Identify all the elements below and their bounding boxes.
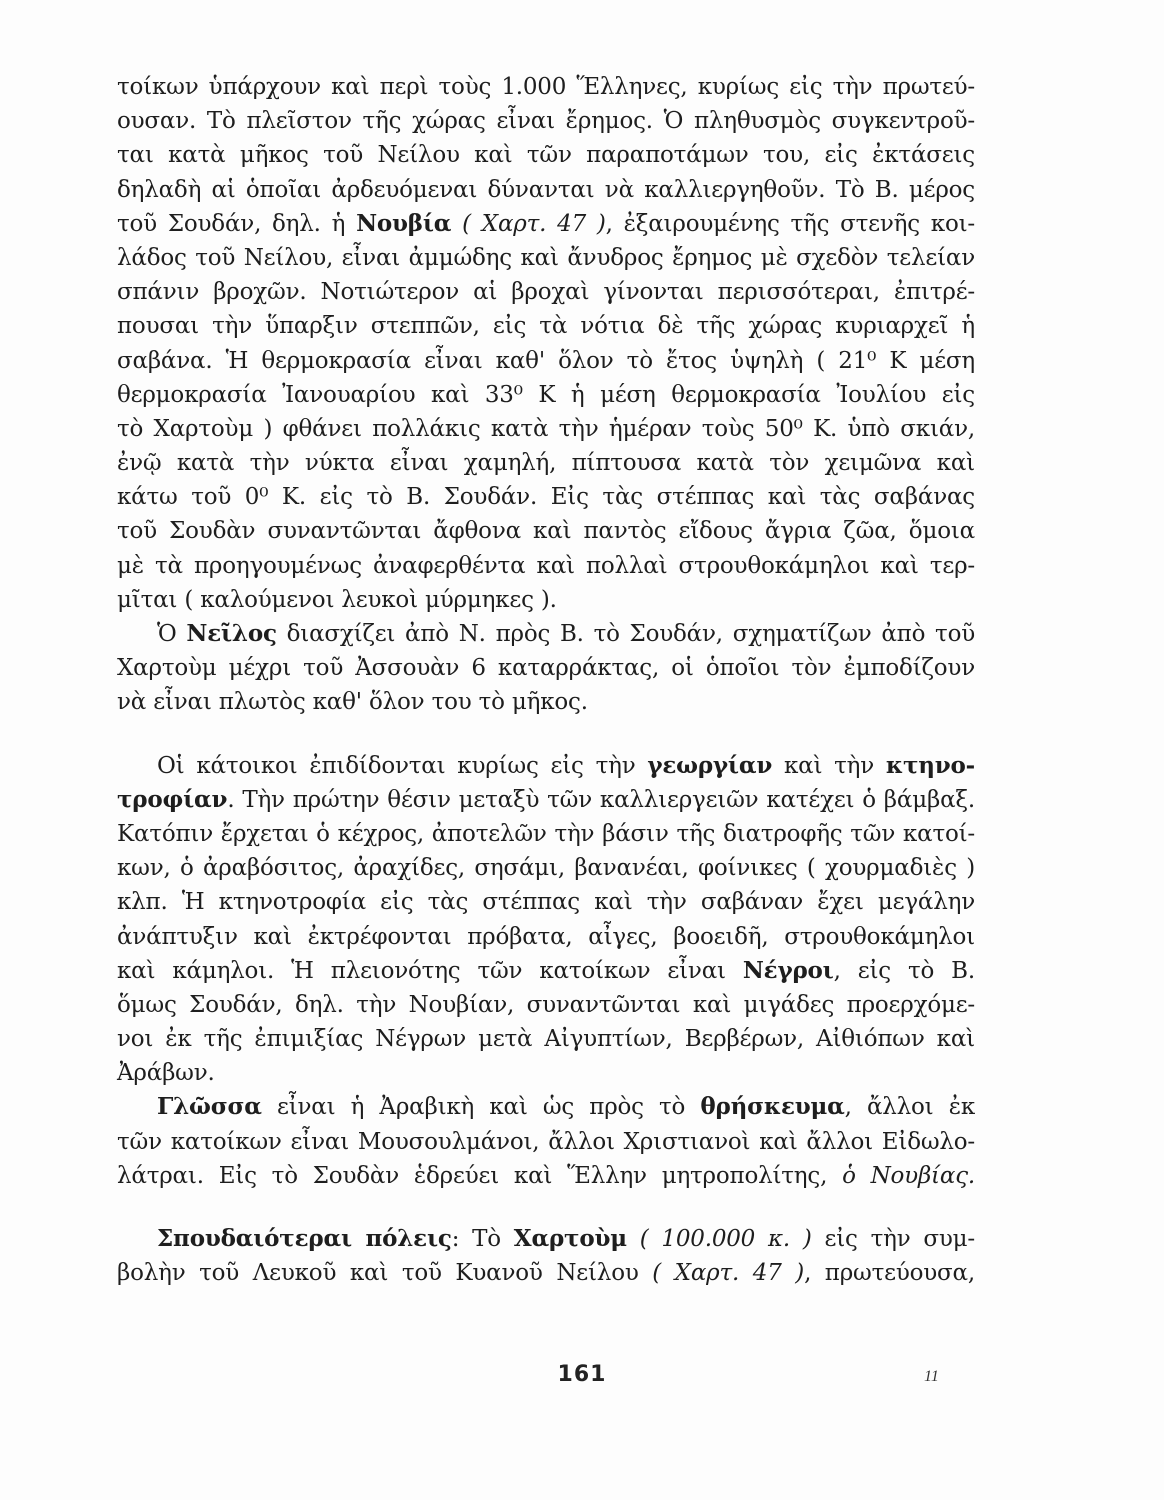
paragraph-gap	[117, 1193, 975, 1222]
text-line	[117, 241, 975, 275]
text-line	[117, 412, 975, 446]
text-line	[117, 70, 975, 104]
text-run: ἐνῷ κατὰ τὴν νύκτα εἶναι χαμηλή, πίπτουσα κατὰ τὸν χειμῶνα καὶ	[117, 450, 975, 477]
text-run	[451, 211, 462, 237]
text-line	[117, 104, 975, 138]
text-line	[117, 1256, 975, 1290]
text-run: εἶναι ἡ Ἀραβικὴ καὶ ὡς πρὸς τὸ	[261, 1094, 701, 1121]
text-run: ὅμως Σουδάν, δηλ. τὴν Νουβίαν, συναντῶνται καὶ μιγάδες προερχόμε-	[117, 991, 975, 1018]
text-run: , ἄλλοι ἐκ	[844, 1094, 976, 1121]
text-run: πουσαι τὴν ὕπαρξιν στεππῶν, εἰς τὰ νότια δὲ τῆς χώρας κυριαρχεῖ ἡ	[117, 313, 975, 340]
text-line	[117, 749, 975, 783]
text-run: ἀνάπτυξιν καὶ ἐκτρέφονται πρόβατα, αἶγες, βοοειδῆ, στρουθοκάμηλοι	[117, 923, 975, 950]
text-run: κλπ. Ἡ κτηνοτροφία εἰς τὰς στέππας καὶ τὴν σαβάναν ἔχει μεγάλην	[117, 889, 975, 916]
bold-term: θρήσκευμα	[700, 1093, 845, 1121]
text-run: κάτω τοῦ 0⁰ Κ. εἰς τὸ Β. Σουδάν. Εἰς τὰς στέππας καὶ τὰς σαβάνας	[117, 484, 975, 511]
bold-term: Νεῖλος	[186, 620, 277, 647]
text-run: τοίκων ὑπάρχουν καὶ περὶ τοὺς 1.000 Ἕλληνες, κυρίως εἰς τὴν πρωτεύ-	[117, 74, 975, 100]
text-run: Ὁ	[157, 621, 187, 647]
text-run: Οἱ κάτοικοι ἐπιδίδονται κυρίως εἰς τὴν	[157, 752, 648, 779]
text-line	[117, 275, 975, 309]
text-line	[117, 549, 975, 583]
text-line	[117, 988, 975, 1022]
text-line	[117, 138, 975, 172]
text-line	[117, 173, 975, 207]
text-run: Ἀράβων.	[117, 1060, 215, 1087]
text-run: , ἐξαιρουμένης τῆς στενῆς κοι-	[605, 210, 975, 237]
bold-term: Σπουδαιότεραι πόλεις	[157, 1225, 452, 1252]
text-run: : Τὸ	[451, 1226, 514, 1252]
text-line	[117, 685, 975, 719]
text-run: κων, ὁ ἀραβόσιτος, ἀραχίδες, σησάμι, βανανέαι, φοίνικες ( χουρμαδιὲς )	[117, 855, 975, 882]
text-run: λάδος τοῦ Νείλου, εἶναι ἀμμώδης καὶ ἄνυδρος ἔρημος μὲ σχεδὸν τελείαν	[117, 244, 975, 271]
text-run	[627, 1226, 640, 1252]
paragraph-gap	[117, 720, 975, 749]
text-run: , πρωτεύουσα,	[804, 1260, 975, 1287]
text-run: νοι ἐκ τῆς ἐπιμιξίας Νέγρων μετὰ Αἰγυπτίων, Βερβέρων, Αἰθιόπων καὶ	[117, 1026, 975, 1053]
text-line	[117, 1022, 975, 1056]
text-run: σπάνιν βροχῶν. Νοτιώτερον αἱ βροχαὶ γίνονται περισσότεραι, ἐπιτρέ-	[117, 279, 975, 306]
text-run: μὲ τὰ προηγουμένως ἀναφερθέντα καὶ πολλαὶ στρουθοκάμηλοι καὶ τερ-	[117, 552, 975, 579]
text-line	[117, 309, 975, 343]
text-run: καὶ κάμηλοι. Ἡ πλειονότης τῶν κατοίκων εἶναι	[117, 957, 743, 984]
text-run: . Τὴν πρώτην θέσιν μεταξὺ τῶν καλλιεργειῶν κατέχει ὁ βάμβαξ.	[227, 786, 975, 813]
text-run: νὰ εἶναι πλωτὸς καθ' ὅλον του τὸ μῆκος.	[117, 689, 588, 716]
bold-term: γεωργίαν	[647, 751, 773, 779]
text-run: τῶν κατοίκων εἶναι Μουσουλμάνοι, ἄλλοι Χριστιανοὶ καὶ ἄλλοι Εἰδωλο-	[117, 1128, 975, 1155]
text-run: θερμοκρασία Ἰανουαρίου καὶ 33⁰ Κ ἡ μέση θερμοκρασία Ἰουλίου εἰς	[117, 381, 975, 408]
text-line	[117, 1125, 975, 1159]
page-number: 161	[557, 1362, 607, 1387]
text-line	[117, 783, 975, 817]
bold-term: Χαρτοὺμ	[513, 1225, 627, 1252]
text-run: ται κατὰ μῆκος τοῦ Νείλου καὶ τῶν παραποτάμων του, εἰς ἐκτάσεις	[117, 142, 975, 169]
text-line	[117, 954, 975, 988]
text-run: Χαρτοὺμ μέχρι τοῦ Ἀσσουὰν 6 καταρράκτας, οἱ ὁποῖοι τὸν ἐμποδίζουν	[117, 655, 975, 682]
text-run: λάτραι. Εἰς τὸ Σουδὰν ἑδρεύει καὶ Ἕλλην μητροπολίτης,	[117, 1162, 843, 1189]
text-line	[117, 651, 975, 685]
text-line	[117, 480, 975, 514]
text-line	[117, 817, 975, 851]
bold-term: τροφίαν	[117, 785, 228, 813]
text-line	[117, 207, 975, 241]
text-run: Κατόπιν ἔρχεται ὁ κέχρος, ἀποτελῶν τὴν βάσιν τῆς διατροφῆς τῶν κατοί-	[117, 820, 975, 847]
text-run: διασχίζει ἀπὸ Ν. πρὸς Β. τὸ Σουδάν, σχηματίζων ἀπὸ τοῦ	[276, 621, 975, 647]
text-line	[117, 378, 975, 412]
text-run: καὶ τὴν	[772, 752, 886, 779]
bold-term: Νέγροι	[742, 956, 834, 984]
text-run: , εἰς τὸ Β.	[833, 957, 975, 984]
text-line	[117, 446, 975, 480]
signature-mark: 11	[924, 1368, 939, 1385]
text-run: εἰς τὴν συμ-	[811, 1226, 975, 1252]
text-run: τοῦ Σουδάν, δηλ. ἡ	[117, 210, 357, 237]
text-line	[117, 583, 975, 617]
text-line	[117, 920, 975, 954]
text-run: βολὴν τοῦ Λευκοῦ καὶ τοῦ Κυανοῦ Νείλου	[117, 1260, 653, 1287]
text-line	[117, 1159, 975, 1193]
text-line	[117, 1090, 975, 1124]
italic-reference: ( Χαρτ. 47 )	[652, 1260, 805, 1287]
text-run: τοῦ Σουδὰν συναντῶνται ἄφθονα καὶ παντὸς εἴδους ἄγρια ζῶα, ὅμοια	[117, 518, 975, 545]
body-text	[117, 70, 975, 1290]
text-run: τὸ Χαρτοὺμ ) φθάνει πολλάκις κατὰ τὴν ἡμέραν τοὺς 50⁰ Κ. ὑπὸ σκιάν,	[117, 415, 975, 442]
text-line	[117, 1222, 975, 1256]
text-run: δηλαδὴ αἱ ὁποῖαι ἀρδευόμεναι δύνανται νὰ καλλιεργηθοῦν. Τὸ Β. μέρος	[117, 176, 975, 203]
bold-term: Νουβία	[356, 209, 452, 237]
italic-reference: ( Χαρτ. 47 )	[462, 210, 606, 237]
bold-term: Γλῶσσα	[157, 1093, 262, 1121]
text-run: ουσαν. Τὸ πλεῖστον τῆς χώρας εἶναι ἔρημος. Ὁ πληθυσμὸς συγκεντροῦ-	[117, 108, 975, 135]
text-run: σαβάνα. Ἡ θερμοκρασία εἶναι καθ' ὅλον τὸ ἔτος ὑψηλὴ ( 21⁰ Κ μέση	[117, 347, 975, 374]
italic-reference: ( 100.000 κ. )	[639, 1226, 812, 1252]
text-line	[117, 851, 975, 885]
bold-term: κτηνο-	[885, 751, 976, 779]
text-line	[117, 514, 975, 548]
italic-reference: ὁ Νουβίας.	[842, 1162, 976, 1189]
text-run: μῖται ( καλούμενοι λευκοὶ μύρμηκες ).	[117, 586, 557, 613]
text-line	[117, 617, 975, 651]
text-line	[117, 1056, 975, 1090]
text-line	[117, 885, 975, 919]
text-line	[117, 344, 975, 378]
